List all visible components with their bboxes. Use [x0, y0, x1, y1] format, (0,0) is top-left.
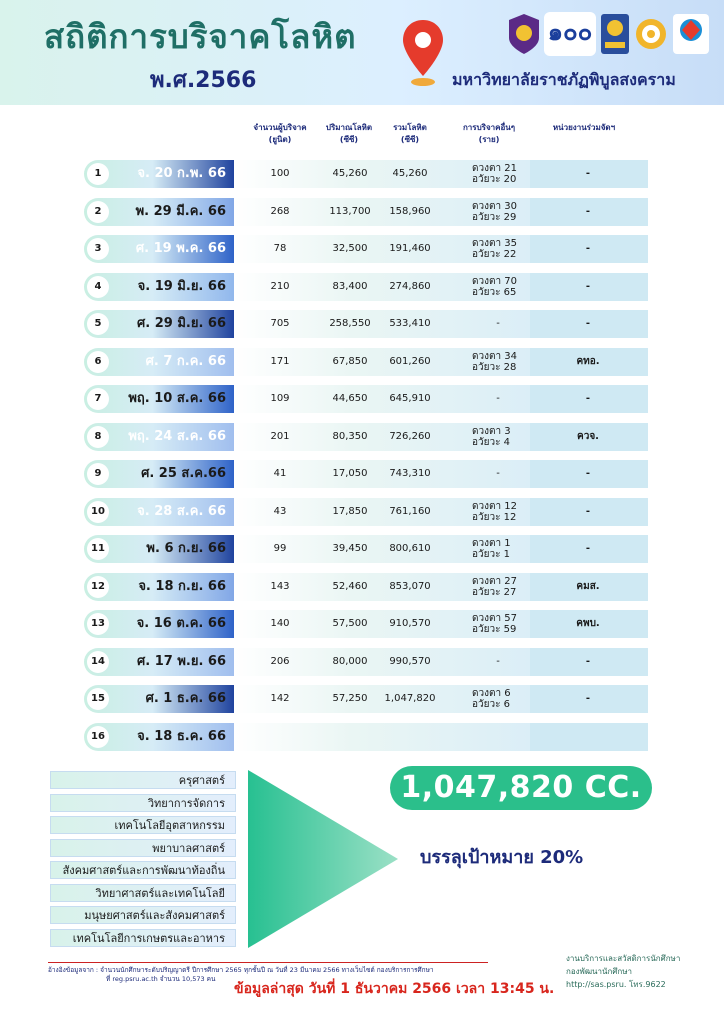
table-row [84, 685, 648, 713]
row-volume: 44,650 [332, 393, 368, 404]
credit-line-1: งานบริการและสวัสดิการนักศึกษา [566, 954, 681, 963]
row-agency: - [585, 393, 591, 404]
row-number: 10 [87, 501, 109, 523]
row-other [472, 423, 532, 451]
faculty-item: เทคโนโลยีอุตสาหกรรม [50, 816, 236, 834]
row-other [472, 573, 532, 601]
row-number: 9 [87, 463, 109, 485]
row-number: 8 [87, 426, 109, 448]
table-row [84, 610, 648, 638]
row-other-eyes: ดวงตา 35 [472, 238, 518, 249]
table-row [84, 273, 648, 301]
row-other-organs: อวัยวะ 12 [472, 512, 517, 523]
table-row [84, 723, 648, 751]
row-date: ศ. 25 ส.ค.66 [141, 466, 226, 481]
row-total: 45,260 [392, 168, 428, 179]
row-date: จ. 18 ก.ย. 66 [138, 579, 226, 594]
row-other-eyes: ดวงตา 12 [472, 501, 518, 512]
row-total: 910,570 [389, 618, 431, 629]
row-number: 4 [87, 276, 109, 298]
row-date: ศ. 29 มิ.ย. 66 [136, 316, 226, 331]
row-volume [320, 723, 380, 751]
row-other-eyes: ดวงตา 3 [472, 426, 511, 437]
row-total: 1,047,820 [384, 693, 436, 704]
row-other-organs: อวัยวะ 29 [472, 212, 517, 223]
row-agency: ควจ. [577, 431, 599, 442]
row-volume: 258,550 [329, 318, 371, 329]
row-number: 14 [87, 651, 109, 673]
row-total: 191,460 [389, 243, 431, 254]
row-agency: คมส. [576, 581, 600, 592]
row-date: ศ. 19 พ.ค. 66 [135, 241, 226, 256]
row-donors: 99 [273, 543, 287, 554]
row-other-organs: อวัยวะ 20 [472, 174, 517, 185]
row-other-organs: อวัยวะ 28 [472, 362, 517, 373]
col-total: รวมโลหิต (ซีซี) [393, 123, 427, 144]
col-volume: ปริมาณโลหิต (ซีซี) [325, 123, 373, 144]
row-number: 11 [87, 538, 109, 560]
credit-line-3: http://sas.psru. โทร.9622 [566, 980, 666, 989]
row-donors: 140 [270, 618, 290, 629]
anniversary-logo: ๑๐๐ [544, 12, 596, 56]
location-pin-icon [400, 18, 446, 90]
col-agency: หน่วยงานร่วมจัดฯ [552, 123, 616, 132]
row-other [472, 273, 532, 301]
row-donors: 171 [270, 356, 290, 367]
row-agency: - [585, 206, 591, 217]
row-number: 5 [87, 313, 109, 335]
row-other [472, 498, 532, 526]
row-donors: 43 [273, 506, 287, 517]
table-row [84, 460, 648, 488]
row-other [468, 723, 528, 751]
row-total: 800,610 [389, 543, 431, 554]
row-donors: 201 [270, 431, 290, 442]
row-date: ศ. 17 พ.ย. 66 [136, 654, 226, 669]
table-row [84, 235, 648, 263]
row-other-organs: อวัยวะ 1 [472, 549, 511, 560]
row-donors: 142 [270, 693, 290, 704]
table-row [84, 573, 648, 601]
row-donors: 143 [270, 581, 290, 592]
row-volume: 17,850 [332, 506, 368, 517]
partner-logos [506, 12, 711, 58]
credit-block [566, 952, 706, 991]
row-volume: 39,450 [332, 543, 368, 554]
row-total: 761,160 [389, 506, 431, 517]
source-line-2: ที่ reg.psru.ac.th จำนวน 10,573 คน [106, 975, 216, 983]
table-row [84, 498, 648, 526]
year-title: พ.ศ.2566 [150, 68, 257, 93]
row-other [472, 160, 532, 188]
row-agency: - [585, 243, 591, 254]
row-total: 645,910 [389, 393, 431, 404]
partner-logo-icon [672, 12, 710, 56]
row-date: พ. 29 มี.ค. 66 [135, 204, 226, 219]
row-total: 274,860 [389, 281, 431, 292]
goal-text: บรรลุเป้าหมาย 20% [420, 847, 584, 868]
row-other [472, 610, 532, 638]
header-banner [0, 0, 724, 105]
row-other-organs: อวัยวะ 59 [472, 624, 517, 635]
row-volume: 67,850 [332, 356, 368, 367]
row-number: 2 [87, 201, 109, 223]
row-number: 1 [87, 163, 109, 185]
row-other-eyes: ดวงตา 6 [472, 688, 511, 699]
faculty-item: มนุษยศาสตร์และสังคมศาสตร์ [50, 906, 236, 924]
row-agency: - [585, 168, 591, 179]
award-logo-icon [600, 12, 630, 56]
row-agency [542, 723, 634, 751]
faculty-item: ครุศาสตร์ [50, 771, 236, 789]
row-other-organs: อวัยวะ 22 [472, 249, 517, 260]
row-other: - [496, 393, 500, 404]
row-other-eyes: ดวงตา 57 [472, 613, 518, 624]
row-volume: 32,500 [332, 243, 368, 254]
row-volume: 45,260 [332, 168, 368, 179]
university-logo-icon [506, 12, 542, 56]
row-donors: 268 [270, 206, 290, 217]
row-agency: - [585, 543, 591, 554]
row-donors: 109 [270, 393, 290, 404]
row-date: พ. 6 ก.ย. 66 [146, 541, 226, 556]
row-other-organs: อวัยวะ 27 [472, 587, 517, 598]
table-row [84, 423, 648, 451]
row-date: พฤ. 24 ส.ค. 66 [128, 429, 226, 444]
row-volume: 80,350 [332, 431, 368, 442]
university-name: มหาวิทยาลัยราชภัฏพิบูลสงคราม [452, 70, 676, 89]
col-donors: จำนวนผู้บริจาค (ยูนิต) [253, 123, 307, 144]
row-other: - [496, 656, 500, 667]
row-volume: 52,460 [332, 581, 368, 592]
row-other-eyes: ดวงตา 34 [472, 351, 518, 362]
row-other [472, 535, 532, 563]
row-volume: 57,250 [332, 693, 368, 704]
row-other-eyes: ดวงตา 27 [472, 576, 518, 587]
row-donors: 206 [270, 656, 290, 667]
faculty-item: เทคโนโลยีการเกษตรและอาหาร [50, 929, 236, 947]
faculty-item: วิทยาศาสตร์และเทคโนโลยี [50, 884, 236, 902]
row-other [472, 235, 532, 263]
row-donors: 210 [270, 281, 290, 292]
row-volume: 80,000 [332, 656, 368, 667]
col-other: การบริจาคอื่นๆ (ราย) [462, 123, 516, 144]
updated-text: ข้อมูลล่าสุด วันที่ 1 ธันวาคม 2566 เวลา 13:45 น. [234, 981, 555, 997]
row-total: 853,070 [389, 581, 431, 592]
row-total: 743,310 [389, 468, 431, 479]
row-total: 601,260 [389, 356, 431, 367]
table-row [84, 648, 648, 676]
row-agency: - [585, 281, 591, 292]
row-number: 13 [87, 613, 109, 635]
row-date: ศ. 7 ก.ค. 66 [145, 354, 226, 369]
faculty-item: วิทยาการจัดการ [50, 794, 236, 812]
row-date: จ. 18 ธ.ค. 66 [137, 729, 226, 744]
row-total: 726,260 [389, 431, 431, 442]
row-donors: 41 [273, 468, 287, 479]
row-other: - [496, 318, 500, 329]
row-volume: 113,700 [329, 206, 371, 217]
row-other-organs: อวัยวะ 65 [472, 287, 517, 298]
row-other [472, 685, 532, 713]
table-row [84, 385, 648, 413]
rotary-logo-icon [634, 12, 668, 56]
row-total [380, 723, 440, 751]
row-other-eyes: ดวงตา 30 [472, 201, 518, 212]
row-agency: - [585, 656, 591, 667]
row-volume: 83,400 [332, 281, 368, 292]
row-number: 3 [87, 238, 109, 260]
row-agency: - [585, 318, 591, 329]
row-volume: 17,050 [332, 468, 368, 479]
row-date: ศ. 1 ธ.ค. 66 [145, 691, 226, 706]
row-number: 6 [87, 351, 109, 373]
column-headers [0, 122, 724, 152]
row-number: 7 [87, 388, 109, 410]
source-line-1: อ้างอิงข้อมูลจาก : จำนวนนักศึกษาระดับปริญญาตรี ปีการศึกษา 2565 ทุกชั้นปี ณ วันที่ 23 มีนาคม 2566 ทางเว็บไซต์ กองบริการการศึกษา [48, 966, 434, 974]
row-donors: 100 [270, 168, 290, 179]
row-date: จ. 16 ต.ค. 66 [136, 616, 226, 631]
row-total: 990,570 [389, 656, 431, 667]
faculty-item: สังคมศาสตร์และการพัฒนาท้องถิ่น [50, 861, 236, 879]
table-row [84, 160, 648, 188]
row-date: จ. 28 ส.ค. 66 [137, 504, 226, 519]
row-other [472, 348, 532, 376]
table-row [84, 535, 648, 563]
row-date: พฤ. 10 ส.ค. 66 [128, 391, 226, 406]
table-row [84, 198, 648, 226]
row-agency: - [585, 468, 591, 479]
row-other-organs: อวัยวะ 6 [472, 699, 511, 710]
row-other-eyes: ดวงตา 21 [472, 163, 518, 174]
row-number: 16 [87, 726, 109, 748]
row-number: 12 [87, 576, 109, 598]
table-row [84, 310, 648, 338]
row-total: 533,410 [389, 318, 431, 329]
row-other-eyes: ดวงตา 70 [472, 276, 518, 287]
row-donors [256, 723, 304, 751]
row-volume: 57,500 [332, 618, 368, 629]
row-date: จ. 19 มิ.ย. 66 [137, 279, 226, 294]
row-total: 158,960 [389, 206, 431, 217]
row-number: 15 [87, 688, 109, 710]
row-agency: - [585, 693, 591, 704]
row-other [472, 198, 532, 226]
arrow-triangle [248, 770, 398, 948]
row-other-eyes: ดวงตา 1 [472, 538, 511, 549]
row-donors: 705 [270, 318, 290, 329]
table-row [84, 348, 648, 376]
row-agency: คทอ. [576, 356, 600, 367]
total-badge: 1,047,820 CC. [390, 766, 652, 810]
page-title: สถิติการบริจาคโลหิต [44, 17, 357, 56]
row-other: - [496, 468, 500, 479]
row-agency: - [585, 506, 591, 517]
credit-line-2: กองพัฒนานักศึกษา [566, 967, 633, 976]
row-date: จ. 20 ก.พ. 66 [137, 166, 226, 181]
row-agency: คพบ. [576, 618, 600, 629]
row-donors: 78 [273, 243, 287, 254]
row-other-organs: อวัยวะ 4 [472, 437, 511, 448]
faculty-item: พยาบาลศาสตร์ [50, 839, 236, 857]
